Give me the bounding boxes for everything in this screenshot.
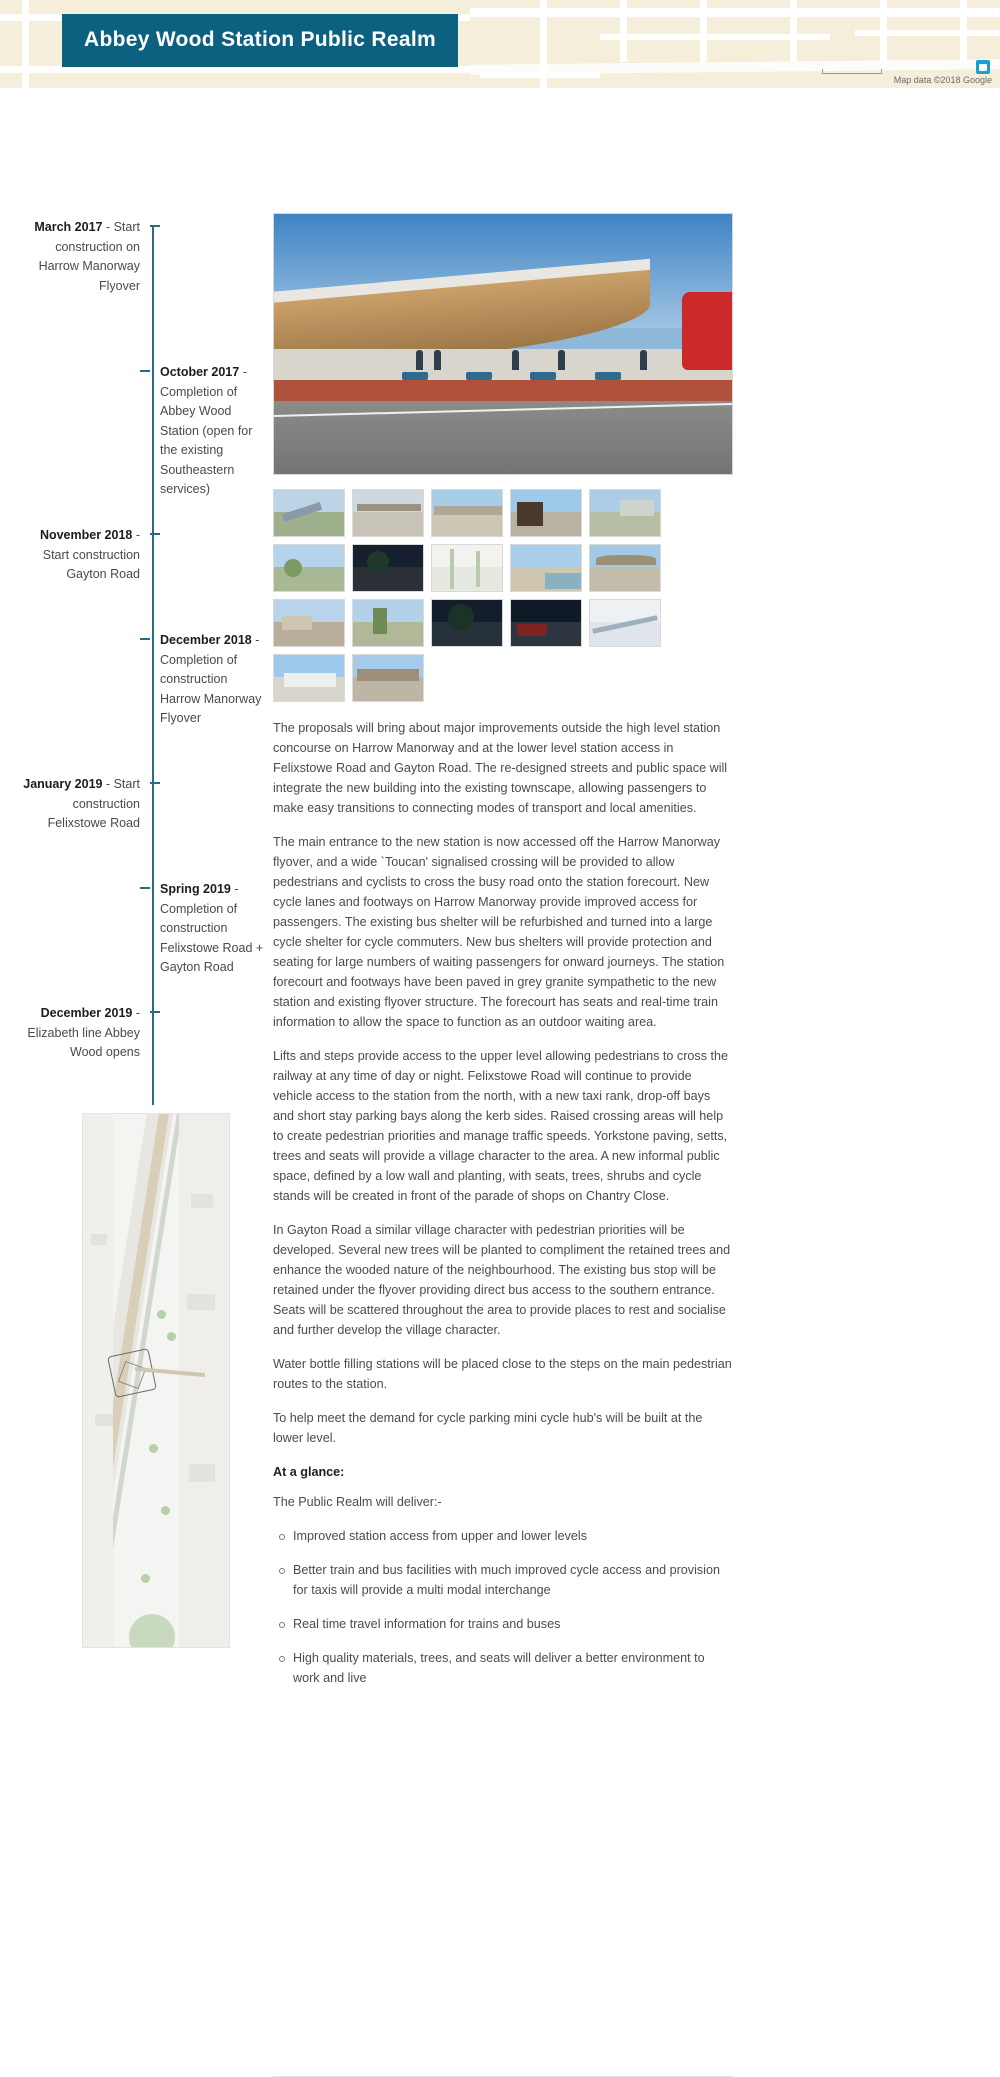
- thumbnail-item[interactable]: [352, 544, 424, 592]
- article-body: [273, 718, 733, 1688]
- paragraph-cycle-hub: To help meet the demand for cycle parking mini cycle hub's will be built at the lower level.: [273, 1411, 703, 1445]
- thumbnail-item[interactable]: [273, 654, 345, 702]
- thumbnail-item[interactable]: [589, 544, 661, 592]
- timeline-text: - Start construction on Harrow Manorway Flyover: [38, 220, 140, 293]
- timeline-axis: [152, 225, 154, 1105]
- paragraph-main-entrance: The main entrance to the new station is now accessed off the Harrow Manorway flyover, and a wide `Toucan' signalised crossing will be provided to allow pedestrians and cyclists to cross the busy road onto the station forecourt. New cycle lanes and footways on Harrow Manorway provide improved access for passengers. The existing bus shelter will be refurbished and turned into a large cycle shelter for cycle commuters. New bus shelters will provide protection and seating for large numbers of waiting passengers for onward journeys. The station forecourt and footways have been paved in grey granite sympathetic to the new station and existing flyover structure. The forecourt has seats and real-time train information to allow the space to function as an outdoor waiting area.: [273, 835, 725, 1029]
- hero-person: [416, 350, 423, 370]
- timeline-tick-icon: [150, 782, 160, 784]
- timeline-tick-icon: [150, 225, 160, 227]
- thumbnail-item[interactable]: [273, 489, 345, 537]
- timeline-date: October 2017: [160, 365, 240, 379]
- plan-tree: [161, 1506, 170, 1515]
- hero-bus: [682, 292, 733, 370]
- paragraph-gayton-road: In Gayton Road a similar village character with pedestrian priorities will be developed. Several new trees will be planted to compliment the retained trees and enhance the wooded nature of the neighbourhood. The existing bus stop will be retained under the flyover providing direct bus access to the southern entrance. Seats will be scattered throughout the area to provide places to rest and socialise and further develop the village character.: [273, 1223, 731, 1337]
- thumbnail-item[interactable]: [431, 489, 503, 537]
- timeline-text: - Start construction Felixstowe Road: [47, 777, 140, 830]
- paragraph-proposals: The proposals will bring about major improvements outside the high level station concourse on Harrow Manorway and at the lower level station access in Felixstowe Road and Gayton Road. The re-designed streets and public space will integrate the new building into the existing townscape, allowing passengers to make easy transitions to connecting modes of transport and local amenities.: [273, 721, 728, 815]
- map-road-line: [600, 34, 830, 40]
- timeline-item-december-2018: [160, 631, 270, 729]
- timeline-text: - Start construction Gayton Road: [42, 528, 140, 581]
- site-plan-map: [82, 1113, 230, 1648]
- hero-person: [512, 350, 519, 370]
- timeline-date: December 2018: [160, 633, 252, 647]
- page-title: Abbey Wood Station Public Realm: [62, 14, 458, 67]
- timeline-item-spring-2019: [160, 880, 270, 978]
- plan-tree: [167, 1332, 176, 1341]
- thumbnail-item[interactable]: [510, 544, 582, 592]
- hero-person: [434, 350, 441, 370]
- timeline-item-november-2018: [14, 526, 140, 585]
- thumbnail-item[interactable]: [431, 544, 503, 592]
- at-a-glance-list: [273, 1526, 733, 1688]
- thumbnail-item[interactable]: [510, 489, 582, 537]
- thumbnail-item[interactable]: [273, 544, 345, 592]
- map-road-line: [470, 8, 1000, 17]
- map-road-line: [22, 0, 29, 88]
- paragraph-water-bottle: Water bottle filling stations will be placed close to the steps on the main pedestrian routes to the station.: [273, 1357, 732, 1391]
- map-road-line: [700, 0, 707, 62]
- list-item: Improved station access from upper and lower levels: [273, 1526, 733, 1546]
- timeline-date: January 2019: [23, 777, 103, 791]
- timeline-text: - Completion of construction Harrow Manorway Flyover: [160, 633, 262, 725]
- timeline-tick-icon: [150, 533, 160, 535]
- thumbnail-item[interactable]: [352, 654, 424, 702]
- timeline-date: March 2017: [34, 220, 103, 234]
- street-view-icon[interactable]: [976, 60, 990, 74]
- timeline-tick-icon: [150, 1011, 160, 1013]
- list-item: Better train and bus facilities with much improved cycle access and provision for taxis will provide a multi modal interchange: [273, 1560, 733, 1600]
- hero-bench: [466, 372, 492, 380]
- thumbnail-item[interactable]: [510, 599, 582, 647]
- map-road-line: [480, 72, 600, 78]
- thumbnail-item[interactable]: [589, 489, 661, 537]
- thumbnail-gallery: [273, 489, 733, 702]
- main-column: [273, 213, 733, 1702]
- plan-tree: [149, 1444, 158, 1453]
- timeline-tick-icon: [140, 370, 150, 372]
- hero-visualisation-image: [273, 213, 733, 475]
- hero-road: [274, 401, 732, 474]
- timeline-text: - Completion of Abbey Wood Station (open for the existing Southeastern services): [160, 365, 253, 496]
- map-road-line: [620, 0, 627, 62]
- hero-bench: [595, 372, 621, 380]
- timeline-item-december-2019: [14, 1004, 140, 1063]
- map-road-line: [855, 30, 1000, 36]
- plan-block: [83, 1114, 113, 1648]
- timeline-date: December 2019: [40, 1006, 133, 1020]
- map-scale-bar: [822, 69, 882, 74]
- timeline-date: Spring 2019: [160, 882, 231, 896]
- thumbnail-item[interactable]: [352, 599, 424, 647]
- plan-tree: [141, 1574, 150, 1583]
- plan-building: [191, 1194, 213, 1208]
- hero-person: [558, 350, 565, 370]
- timeline-date: November 2018: [39, 528, 133, 542]
- hero-bench: [530, 372, 556, 380]
- timeline-item-march-2017: [14, 218, 140, 296]
- plan-building: [187, 1294, 215, 1310]
- thumbnail-item[interactable]: [589, 599, 661, 647]
- plan-building: [91, 1234, 107, 1245]
- thumbnail-item[interactable]: [352, 489, 424, 537]
- map-road-line: [790, 0, 797, 62]
- plan-tree: [157, 1310, 166, 1319]
- timeline-tick-icon: [140, 638, 150, 640]
- thumbnail-item[interactable]: [273, 599, 345, 647]
- map-banner: [0, 0, 1000, 88]
- plan-building: [189, 1464, 215, 1482]
- map-attribution: Map data ©2018 Google: [893, 75, 992, 85]
- hero-person: [640, 350, 647, 370]
- plan-building: [95, 1414, 113, 1426]
- paragraph-lifts-steps: Lifts and steps provide access to the upper level allowing pedestrians to cross the railway at any time of day or night. Felixstowe Road will continue to provide vehicle access to the station from the north, with a new taxi rank, drop-off bays and short stay parking bays along the kerb sides. Raised crossing areas will help to create pedestrian priorities and manage traffic speeds. Yorkstone paving, setts, trees and seats will provide a village character to the area. A new informal public space, defined by a low wall and planting, with seats, trees, shrubs and cycle stands will be created in front of the parade of shops on Chantry Close.: [273, 1049, 729, 1203]
- timeline-text: - Elizabeth line Abbey Wood opens: [27, 1006, 140, 1059]
- hero-bench: [402, 372, 428, 380]
- list-item: High quality materials, trees, and seats will deliver a better environment to work and live: [273, 1648, 733, 1688]
- at-a-glance-heading: At a glance:: [273, 1465, 345, 1479]
- map-road-line: [0, 66, 470, 73]
- at-a-glance-intro: The Public Realm will deliver:-: [273, 1495, 442, 1509]
- timeline-item-january-2019: [14, 775, 140, 834]
- timeline-item-october-2017: [160, 363, 270, 500]
- thumbnail-item[interactable]: [431, 599, 503, 647]
- timeline-text: - Completion of construction Felixstowe Road + Gayton Road: [160, 882, 264, 974]
- list-item: Real time travel information for trains and buses: [273, 1614, 733, 1634]
- timeline-tick-icon: [140, 887, 150, 889]
